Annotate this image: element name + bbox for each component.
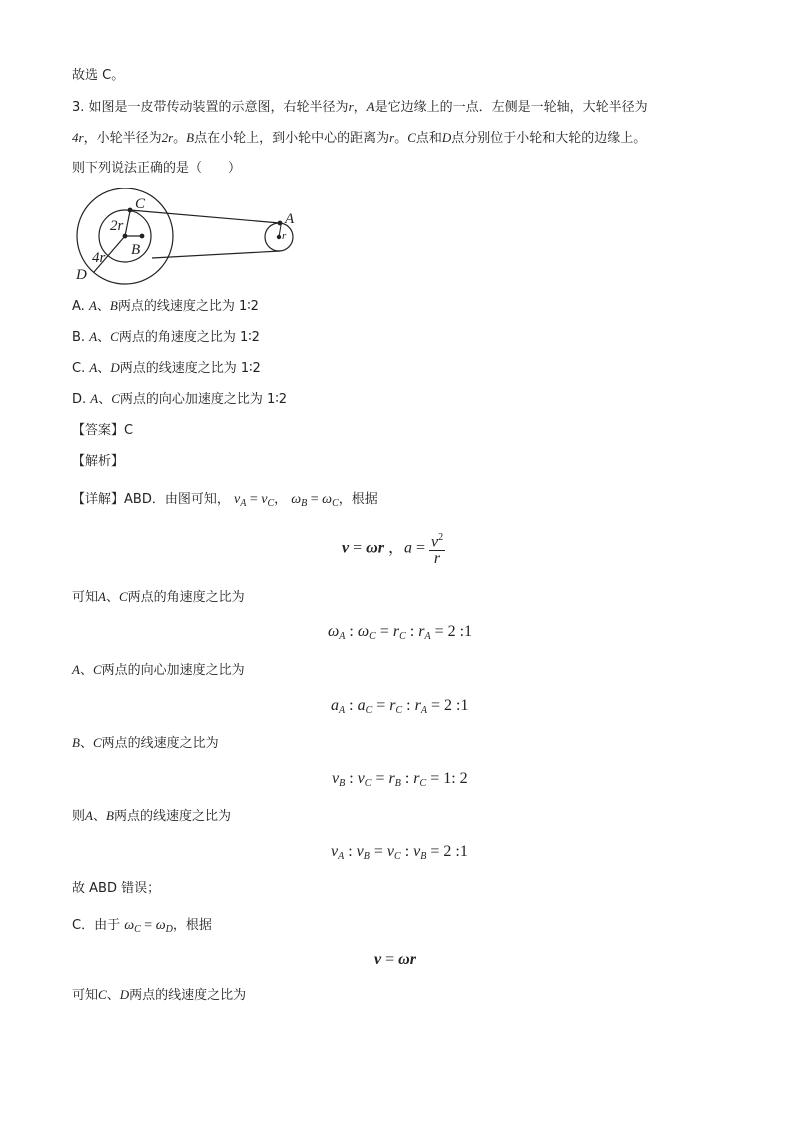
- right-center: [277, 235, 281, 239]
- detail-after: ，根据: [338, 492, 378, 507]
- step4-b: 两点的线速度之比为: [113, 809, 231, 824]
- step1-a: 可知: [72, 590, 99, 605]
- option-d-p2: C: [111, 391, 120, 406]
- center-point: [123, 234, 128, 239]
- formula-vbc-ratio: $v_B$ : $v_C = r_B$ : $r_C = 1$: 2: [332, 770, 468, 789]
- q-sym-r: r: [348, 99, 354, 114]
- step-accel-text: A、C两点的向心加速度之比为: [72, 662, 245, 678]
- option-c-prefix: C.: [72, 361, 90, 376]
- belt-drive-figure: [72, 188, 312, 288]
- option-a-sep: 、: [96, 299, 110, 314]
- analysis-tag: 【解析】: [72, 454, 125, 469]
- detail-tag: 【详解】: [72, 492, 125, 507]
- option-b-p1: A: [89, 329, 98, 344]
- label-A: A: [285, 211, 295, 227]
- a-ratio-value: = 2 :1: [430, 697, 469, 714]
- label-2r: 2r: [110, 218, 124, 234]
- q-text-2d: 。: [394, 131, 408, 146]
- point-A: [278, 221, 283, 226]
- belt-bottom: [152, 251, 280, 258]
- answer-line: [72, 422, 133, 440]
- detail-eq-omega: $\omega_B = \omega_C$: [291, 492, 339, 509]
- q-text-2b: 。: [173, 131, 187, 146]
- question-line-1: [72, 98, 648, 117]
- formula-a-ratio: $a_A$ : $a_C = r_C$ : $r_A = 2$ :1: [331, 697, 469, 716]
- question-number: 3.: [72, 100, 85, 115]
- q-text-2c: 点在小轮上，到小轮中心的距离为: [194, 131, 390, 146]
- option-c-text: 两点的线速度之比为 1∶2: [119, 361, 261, 376]
- step7-b: 两点的线速度之比为: [129, 988, 247, 1003]
- option-b-sep: 、: [97, 330, 111, 345]
- point-B: [140, 234, 145, 239]
- question-line-3: 则下列说法正确的是（ ）: [72, 161, 242, 176]
- option-d-sep: 、: [98, 392, 112, 407]
- q-sym-4r: 4r: [72, 130, 84, 145]
- previous-answer-text: 故选 C。: [72, 68, 125, 83]
- q-sym-2r: 2r: [161, 130, 174, 145]
- step6-eq: $\omega_C = \omega_D$: [124, 918, 173, 935]
- q-sym-r2: r: [389, 130, 395, 145]
- formula-vab-ratio: $v_A$ : $v_B = v_C$ : $v_B = 2$ :1: [331, 843, 468, 862]
- q-sym-A: A: [366, 99, 375, 114]
- step-vab-text: 则A、B两点的线速度之比为: [72, 808, 231, 824]
- formula-v-omega-a: v = ωr ，a = $\frac{v^2}{r}$: [342, 532, 444, 568]
- q-sym-C: C: [407, 130, 416, 145]
- step3-b: 两点的线速度之比为: [101, 736, 219, 751]
- option-c-p2: D: [110, 360, 120, 375]
- option-b[interactable]: [72, 328, 260, 347]
- vbc-ratio-value: = 1: 2: [430, 770, 468, 787]
- detail-line: [72, 490, 378, 514]
- q-sym-D: D: [441, 130, 452, 145]
- step1-b: 两点的角速度之比为: [127, 590, 245, 605]
- option-a-p2: B: [109, 298, 118, 313]
- detail-intro: ABD．由图可知，: [124, 492, 230, 507]
- step-vbc-text: B、C两点的线速度之比为: [72, 735, 219, 751]
- option-a-p1: A: [88, 298, 97, 313]
- question-line-2: [72, 129, 646, 148]
- option-d[interactable]: [72, 390, 287, 409]
- label-B: B: [131, 242, 141, 258]
- detail-comma: ，: [274, 492, 288, 507]
- label-C: C: [135, 196, 146, 212]
- option-a-prefix: A.: [72, 299, 89, 314]
- option-c-sep: 、: [97, 361, 111, 376]
- detail-eq-v: $v_A = v_C$: [233, 492, 275, 509]
- answer-value: C: [124, 423, 134, 438]
- q-text-1b: ，: [353, 100, 367, 115]
- q-text-2f: 点分别位于小轮和大轮的边缘上。: [451, 131, 647, 146]
- belt-top: [130, 210, 280, 223]
- formula-omega-ratio: $\omega_A$ : $\omega_C = r_C$ : $r_A = 2$ :1: [328, 623, 473, 642]
- option-a-text: 两点的线速度之比为 1∶2: [117, 299, 259, 314]
- label-4r: 4r: [92, 250, 106, 266]
- option-c[interactable]: [72, 359, 261, 378]
- label-D: D: [76, 267, 87, 283]
- step6-b: ，根据: [172, 918, 212, 933]
- q-text-1a: 如图是一皮带传动装置的示意图，右轮半径为: [88, 100, 349, 115]
- step2-b: 两点的向心加速度之比为: [101, 663, 245, 678]
- label-r: r: [282, 230, 287, 242]
- fraction-v2-r: $\frac{v^2}{r}$: [430, 532, 444, 568]
- q-text-1c: 是它边缘上的一点．左侧是一轮轴，大轮半径为: [374, 100, 648, 115]
- step-abd-wrong: 故 ABD 错误；: [72, 881, 161, 896]
- option-b-text: 两点的角速度之比为 1∶2: [118, 330, 260, 345]
- step-vcd-text: 可知C、D两点的线速度之比为: [72, 987, 247, 1003]
- step-angular-text: 可知A、C两点的角速度之比为: [72, 589, 245, 605]
- point-C: [128, 208, 133, 213]
- radius-2r: [125, 211, 130, 236]
- step-c-since: [72, 916, 212, 940]
- option-b-p2: C: [110, 329, 119, 344]
- option-c-p1: A: [89, 360, 98, 375]
- option-d-text: 两点的向心加速度之比为 1∶2: [119, 392, 287, 407]
- q-text-2e: 点和: [415, 131, 442, 146]
- option-a[interactable]: [72, 297, 259, 316]
- step6-a: C．由于: [72, 918, 121, 933]
- option-b-prefix: B.: [72, 330, 90, 345]
- option-d-p1: A: [90, 391, 99, 406]
- answer-tag: 【答案】: [72, 423, 125, 438]
- vab-ratio-value: = 2 :1: [430, 843, 468, 860]
- step7-a: 可知: [72, 988, 99, 1003]
- q-text-2a: ，小轮半径为: [83, 131, 162, 146]
- q-sym-B: B: [186, 130, 195, 145]
- step4-a: 则: [72, 809, 86, 824]
- omega-ratio-value: = 2 :1: [434, 623, 473, 640]
- option-d-prefix: D.: [72, 392, 91, 407]
- formula-v-omega-r: v = ωr: [374, 951, 416, 968]
